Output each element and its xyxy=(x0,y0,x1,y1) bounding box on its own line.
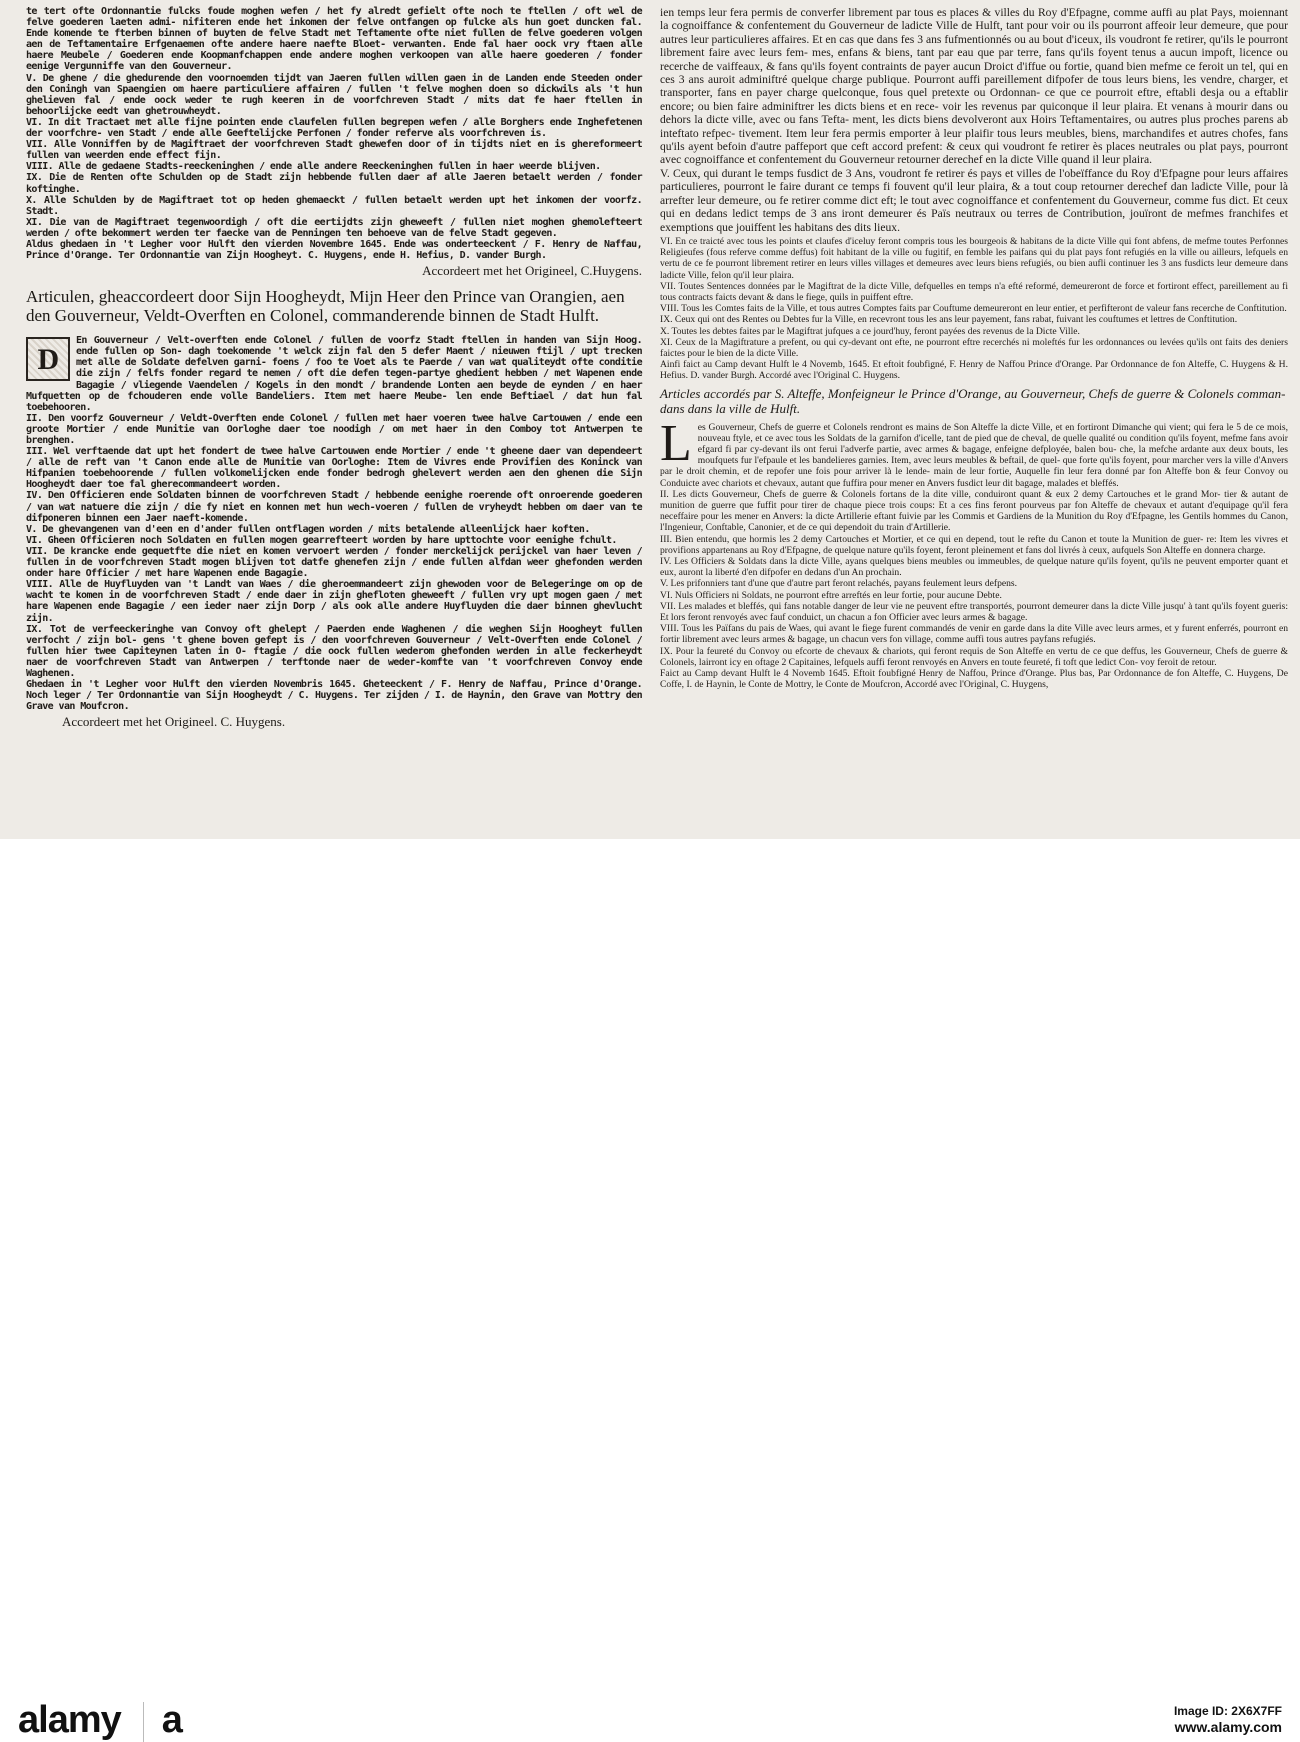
watermark-footer xyxy=(0,839,1300,1741)
paragraph: VI. Nuls Officiers ni Soldats, ne pourront eftre arreftés en leur fortie, pour aucune Debte. xyxy=(660,589,1002,601)
paragraph: VII. Les malades et bleffés, qui fans notable danger de leur vie ne peuvent eftre transportés, pourront demeurer dans la dicte Ville jusqu' à tant qu'ils foyent gueris: Et lors feront renvoyés avec fauf conduict, un chacun a fon Officier avec leurs armes & bagage. xyxy=(660,600,1288,623)
paragraph: Ainfi faict au Camp devant Hulft le 4 Novemb, 1645. Et eftoit foubfigné, F. Henry de Naffou Prince d'Orange. Par Ordonnance de fon Alteffe, C. Huygens & H. Hefius. D. vander Burgh. Accordé avec l'Original C. Huygens. xyxy=(660,359,1288,382)
paragraph: ien temps leur fera permis de converfer librement par tous es places & villes du Roy d'Efpagne, comme auffi au plat Pays, moiennant la cognoiffance & confentement du Gouverneur de ladicte Ville de Hulft, tant pour voir ou ils pourront affeoir leur demeure, que pour autres leur particulieres affaires. Et en cas que dans fes 3 ans fufmentionnés ou au bout d'iceux, ils voudront fe retirer, qu'ils le pourront librement faire avec leurs fem- mes, enfans & biens, tant par eau que par terre, fans qu'ils foyent tenus a aucun impoft, licence ou recerche de vaiffeaux, & fans qu'ils foyent contraints de payer aucun Droict d'iffue ou fortie, quand bien mefme ce feroit un tel, qui en ces 3 ans auroit adminiftré quelque charge publique. Pourront auffi pareillement difpofer de tous leurs biens, les vendre, charger, et transporter, fans en payer charge quelconque, fous quel pretexte ou Ordonnan- ce que ce pourroit eftre, eftabli desja ou a eftablir encore; ou bien faire adminiftrer les dicts biens et en rece- voir les revenus par quiconque il leur plaira. Et venans à mourir dans ou dehors la dicte ville, avec ou fans Tefta- ment, les dicts biens devolveront aux Hoirs Teftamentaires, ou autres plus proches parens ab inteftato refpec- tivement. Item leur fera permis emporter à leur plaifir tous leurs meubles, biens, marchandifes et autres chofes, fans qu'ils ayent befoin d'autre paffeport que ceft accord prefent: & ceux qui voudront fe retirer ès places neutrales ou plat pays, pourront avec cognoiffance et confentement du Gouverneur retourner derechef en la dicte Ville quand il leur plaira. xyxy=(660,6,1288,167)
right-column xyxy=(660,6,1288,690)
image-id: Image ID: 2X6X7FF xyxy=(1173,1704,1282,1718)
right-heading: Articles accordés par S. Alteffe, Monfeigneur le Prince d'Orange, au Gouverneur, Chefs de guerre & Colonels comman- dans dans la ville de Hulft. xyxy=(660,385,1286,416)
signature-line-1: Accordeert met het Origineel, C.Huygens. xyxy=(422,263,642,279)
paragraph: VI. En ce traicté avec tous les points et claufes d'iceluy feront compris tous les bourgeois & habitans de la dicte Ville qui font abfens, de mefme toutes Perfonnes Religieufes (fous referve comme deffus) foit habitant de la ville ou fugitif, en femble les paifans qui du plat pays font refugiés en la ville ou ailleurs, lefquels en vertu de ce fe pourront librement retirer en leurs villes villages et demeures avec leurs biens refugiés, ou bien aufli continuer les 3 ans fusdicts leur demeure dans ladicte Ville, felon qu'il leur plaira. xyxy=(660,235,1288,281)
left-heading: Articulen, gheaccordeert door Sijn Hoogheydt, Mijn Heer den Prince van Orangien, aen den Gouverneur, Veldt-Overften en Colonel, commanderende binnen de Stadt Hulft. xyxy=(26,287,625,326)
paragraph: VII. De krancke ende gequetfte die niet en komen vervoert werden / fonder merckelijck perijckel van haer leven / fullen in de voorfchreven Stadt mogen blijven tot datfe ghenefen zijn / ende fullen alfdan weer ghefonden werden onder hare Officier / met hare Wapenen ende Bagagie. xyxy=(26,545,642,580)
paragraph: VIII. Alle de gedaene Stadts-reeckeninghen / ende alle andere Reeckeninghen fullen in haer weerde blijven. xyxy=(26,161,601,173)
paragraph: VI. In dit Tractaet met alle fijne pointen ende claufelen fullen begrepen wefen / alle Borghers ende Inghefetenen der voorfchre- ven Stadt / ende alle Geeftelijcke Perfonen / fonder referve als voorfchreven is. xyxy=(26,116,642,140)
paragraph: V. De ghevangenen van d'een en d'ander fullen ontflagen worden / mits betalende alleenlijck haer koften. xyxy=(26,523,590,535)
paragraph: IX. Ceux qui ont des Rentes ou Debtes fur la Ville, en recevront tous les ans leur payement, fans rabat, fuivant les couftumes et lettres de Conftitution. xyxy=(660,314,1238,326)
signature-line-2: Accordeert met het Origineel. C. Huygens. xyxy=(62,714,286,730)
initial-l: L xyxy=(660,414,692,472)
paragraph: VIII. Alle de Huyfluyden van 't Landt van Waes / die gheroemmandeert zijn ghewoden voor de Belegeringe om op de wacht te komen in de voorfchreven Stadt / ende daer in zijn ghefloten gheweeft / fullen vry upt mogen gaen / met hare Wapenen ende Bagagie / een ieder naer zijn Dorp / als ook alle andere Huyfluyden die daer binnen ghevlucht zijn. xyxy=(26,579,642,624)
watermark-suffix: a xyxy=(161,1699,182,1741)
paragraph: Aldus ghedaen in 't Legher voor Hulft den vierden Novembre 1645. Ende was onderteeckent / F. Henry de Naffau, Prince d'Orange. Ter Ordonnantie van Zijn Hoogheyt. C. Huygens, ende H. Hefius, D. vander Burgh. xyxy=(26,238,642,262)
paragraph: VI. Gheen Officieren noch Soldaten en fullen mogen gearrefteert worden by hare upttochte voor eenighe fchult. xyxy=(26,534,617,546)
left-articles-text xyxy=(26,335,642,712)
paragraph: V. Ceux, qui durant le temps fusdict de 3 Ans, voudront fe retirer és pays et villes de l'obeïffance du Roy d'Efpagne pour leurs affaires particulieres, pourront le faire durant ce temps fi fouvent qu'il leur plaira, & a tout coup retourner derechef dan ladicte Ville, pour là arrefter leur demeure, ou fe retirer comme dict eft; le tout avec cognoiffance et confentement du Gouverneur, comme fus dict. Et ceux qui en dedans ledict temps de 3 ans iront demeurer és Païs neutraux ou terres de Contribution, jouïront de mefmes franchifes et exemptions que jouiffent les habitans des dits lieux. xyxy=(660,166,1288,234)
watermark-brand: alamy xyxy=(18,1699,121,1741)
paragraph: XI. Ceux de la Magiftrature a prefent, ou qui cy-devant ont efte, ne pourront eftre recerchés ni moleftés fur les ordonnances ou levées qu'ils ont faits des deniers faictes pour le bien de la dicte Ville. xyxy=(660,336,1288,359)
left-column xyxy=(26,6,642,736)
right-small-text xyxy=(660,236,1288,382)
paragraph: Faict au Camp devant Hulft le 4 Novemb 1645. Eftoit foubfigné Henry de Naffou, Prince d'Orange. Plus bas, Par Ordonnance de fon Alteffe, C. Huygens, De Coffe, I. de Haynin, le Conte de Mottry, le Conte de Moufcron, Accordé avec l'Original, C. Huygens, xyxy=(660,668,1288,691)
paragraph: X. Toutes les debtes faites par le Magiftrat jufques a ce jourd'huy, feront payées des revenus de la Dicte Ville. xyxy=(660,325,1080,337)
paragraph: III. Bien entendu, que hormis les 2 demy Cartouches et Mortier, et ce qui en depend, tout le refte du Canon et toute la Munition de guer- re: Item les vivres et provifions appartenans au Roy d'Efpagne, de quelque nature qu'ils foyent, feront pleinement et fans dol livrés à ceux, aufquels Son Alteffe en donnera charge. xyxy=(660,533,1288,556)
right-articles-text xyxy=(660,414,1288,691)
document-page xyxy=(0,0,1300,839)
paragraph: II. Les dicts Gouverneur, Chefs de guerre & Colonels fortans de la dite ville, conduiront quant & eux 2 demy Cartouches et le grand Mor- tier & autant de munition de guerre que fuffit pour tirer de chaque piece trois coups: Et a ces fins feront pourveus par fon Alteffe de chevaux et autant d'equipage qu'il fera neceffaire pour les mener en Anvers: la dicte Artillerie eftant fuivie par les Commis et Gardiens de la Munition du Roy d'Efpagne, les Gentils hommes du Canon, l'Ingenieur, Conftable, Canonier, et de ce qui dependoit du train d'Artillerie. xyxy=(660,488,1288,534)
paragraph: III. Wel verftaende dat upt het fondert de twee halve Cartouwen ende Mortier / ende 't gheene daer van dependeert / alle de reft van 't Canon ende alle de Munitie van Oorloghe: Item de Vivres ende Provifien des Koninck van Hifpanien toebehoorende / fullen volkomelijcken ende fonder bedrogh ghelevert werden aen den ghenen die Sijn Hoogheydt daer toe fal gherecommandeert worden. xyxy=(26,446,642,491)
paragraph: IV. Les Officiers & Soldats dans la dicte Ville, ayans quelques biens meubles ou immeubles, de quelque nature qu'ils foyent, qu'ils ne peuvent emporter quant et eux, auront la liberté d'en difpofer en dedans d'un An prochain. xyxy=(660,555,1288,579)
paragraph: X. Alle Schulden by de Magiftraet tot op heden ghemaeckt / fullen betaelt werden upt het inkomen der voorfz. Stadt. xyxy=(26,194,642,217)
ornamental-initial-d: D xyxy=(26,337,70,381)
paragraph: VIII. Tous les Comtes faits de la Ville, et tous autres Comptes faits par Couftume demeureront en leur entier, et perfifteront de valeur fans recerche de Conftitution. xyxy=(660,303,1287,315)
paragraph: VIII. Tous les Païfans du pais de Waes, qui avant le fiege furent commandés de venir en garde dans la dite Ville avec leurs armes, et y furent enferrés, pourront en fortir librement avec leurs armes & bagage, un chacun vers fon village, comme auffi tous autres payfans refugiés. xyxy=(660,623,1288,646)
image-reference xyxy=(1174,1703,1282,1735)
paragraph: IX. Die de Renten ofte Schulden op de Stadt zijn hebbende fullen daer af alle Jaeren betaelt werden / fonder koftinghe. xyxy=(26,172,642,195)
paragraph: II. Den voorfz Gouverneur / Veldt-Overften ende Colonel / fullen met haer voeren twee halve Cartouwen / ende een groote Mortier / ende Munitie van Oorloghe daer toe noodigh / om met haer in den Comboy tot Antwerpen te brenghen. xyxy=(26,412,642,446)
left-opening-text xyxy=(26,6,642,261)
right-opening-text xyxy=(660,6,1288,234)
paragraph: XI. Die van de Magiftraet tegenwoordigh / oft die eertijdts zijn gheweeft / fullen niet moghen ghemolefteert werden / ofte bekommert werden ter faecke van de Penningen ten behoeve van de felve Stadt gegeven. xyxy=(26,216,642,239)
site-url: www.alamy.com xyxy=(1174,1719,1282,1735)
paragraph: IX. Pour la feureté du Convoy ou efcorte de chevaux & chariots, qui feront requis de Son Alteffe en vertu de ce que deffus, les Gouverneur, Chefs de guerre & Colonels, lairront icy en oftage 2 Capitaines, lefquels auffi feront renvoyés en Anvers en toute feureté, fi toft que ledict Con- voy feroit de retour. xyxy=(660,645,1288,668)
paragraph: Ghedaen in 't Legher voor Hulft den vierden Novembris 1645. Gheteeckent / F. Henry de Naffau, Prince d'Orange. Noch leger / Ter Ordonnantie van Sijn Hoogheydt / C. Huygens. Ter zijden / I. de Haynin, den Grave van Mottry den Grave van Moufcron. xyxy=(26,679,642,713)
paragraph: IX. Tot de verfeeckeringhe van Convoy oft ghelept / Paerden ende Waghenen / die weghen Sijn Hoogheyt fullen verfocht / zijn bol- gens 't ghene boven gefept is / den voorfchreven Gouverneur / Velt-Overften ende Colonel / fullen hier twee Capiteynen laten in O- ftagie / die oock fullen wederom ghefonden werden in alle feckerheydt naer de voorfchreven Stadt van Antwerpen / terftonde naer de weder-komfte van 't voorfchreven Convoy ende Waghenen. xyxy=(26,623,642,679)
paragraph: VII. Toutes Sentences données par le Magiftrat de la dicte Ville, defquelles en temps n'a efté reformé, demeureront de force et fortiront effect, pareillement au fi tous contracts faicts devant & dans le fiege, quils in puiffent eftre. xyxy=(660,280,1288,303)
watermark-logo xyxy=(18,1699,182,1742)
paragraph: V. De ghene / die ghedurende den voornoemden tijdt van Jaeren fullen willen gaen in de Landen ende Steeden onder den Coningh van Spaengien om haere particuliere affairen / fullen 't felve moghen doen so dickwils als 't hun ghelieven fal / ende oock weder te rugh keeren in de voorfchreven Stadt / mits dat fe haer ftellen in behoorlijcke eedt van ghetrouwheydt. xyxy=(26,72,642,117)
paragraph: te tert ofte Ordonnantie fulcks foude moghen wefen / het fy alredt gefielt ofte noch te ftellen / oft wel de felve goederen laeten admi- nifiteren ende het inkomen der felve ontfangen op fulcke als hun goet duncken fal. Ende komende te fterben binnen of buyten de felve Stadt met Teftamente ofte niet fullen de felve goederen volgen aen de Teftamentaire Erfgenaemen ofte andere haere naefte Bloet- verwanten. Ende fal haer oock vry ftaen alle haere Meubele / Goederen ende Koopmanfchappen ende andere moghen verkoopen van alle haere goederen / fonder eenige Vergunniffe van den Gouverneur. xyxy=(26,6,642,73)
paragraph: En Gouverneur / Velt-overften ende Colonel / fullen de voorfz Stadt ftellen in handen van Sijn Hoog. ende fullen op Son- dagh toekomende 't welck zijn fal den 5 defer Maent / nieuwen ftijl / upt trecken met alle de Soldate defelven garni- foens / foo te Voet als te Paerde / van wat qualiteydt ofte conditie die zijn / felfs fonder regard te nemen / oft die defen tegen-partye ghedient hebben / met Wapenen ende Bagagie / vliegende Vaendelen / Kogels in den mondt / brandende Lonten aen beyde de eynden / en haer Mufquetten op de fchouderen ende volle Bandeliers. Item met haere Meube- len ende Beftiael / dat hun fal toebehooren. xyxy=(26,335,642,413)
paragraph: es Gouverneur, Chefs de guerre et Colonels rendront es mains de Son Alteffe la dicte Ville, et en fortiront Dimanche qui vient; qui fera le 5 de ce mois, nouveau ftyle, et ce avec tous les Soldats de la garnifon d'icelle, tant de pied que de cheval, de quelle qualité ou condition qu'ils foyent, mefme fans avoir efgard fi par cy-devant ils ont ferui l'adverfe partie, avec armes & bagage, enfeigne defployée, balen bou- che, la mefche ardante aux deux bouts, les moufquets fur l'efpaule et les bandelieres garnies. Item, avec leurs meubles & beftail, de quel- que forte qu'ils foyent, pour marcher vers la ville d'Anvers par le droit chemin, et de repofer une fois pour arriver là le lende- main de leur fortie, Auquelle fin leur fera donné par fon Alteffe bon & feur Convoy ou Conduicte avec chariots et chevaux, autant que fuffira pour mener en Anvers fusdict leur dit bagage, malades et bleffés. xyxy=(660,421,1288,489)
paragraph: VII. Alle Vonniffen by de Magiftraet der voorfchreven Stadt ghewefen door of in tijdts niet en is ghereformeert fullen van weerden ende effect fijn. xyxy=(26,139,642,162)
watermark-divider xyxy=(143,1702,144,1742)
paragraph: V. Les prifonniers tant d'une que d'autre part feront relachés, payans feulement leurs defpens. xyxy=(660,578,1018,590)
paragraph: IV. Den Officieren ende Soldaten binnen de voorfchreven Stadt / hebbende eenighe roerende oft onroerende goederen / van wat natuere die zijn / die fy niet en konnen met hun wech-voeren / fullen de vryheydt hebben om daer van te difponeren binnen een Jaer naeft-komende. xyxy=(26,490,642,524)
